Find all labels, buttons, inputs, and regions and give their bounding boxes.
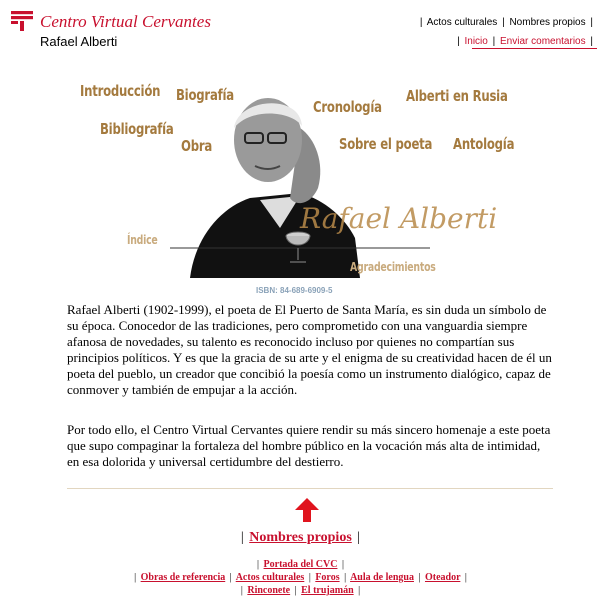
- collage-link-introduccion[interactable]: Introducción: [80, 82, 161, 100]
- nav-link-enviar-comentarios[interactable]: Enviar comentarios: [500, 36, 586, 47]
- header-divider: [472, 48, 597, 49]
- footer-separator: |: [358, 585, 361, 596]
- footer-link-portada-cvc[interactable]: Portada del CVC: [263, 559, 338, 570]
- footer-link-el-trujaman[interactable]: El trujamán: [301, 585, 354, 596]
- nav-separator: |: [590, 36, 593, 47]
- logo-text: Centro Virtual Cervantes: [40, 12, 211, 31]
- footer-separator: |: [341, 559, 344, 570]
- footer-link-actos-culturales[interactable]: Actos culturales: [235, 572, 305, 583]
- collage-link-indice[interactable]: Índice: [127, 233, 158, 247]
- footer-separator: |: [229, 572, 232, 583]
- nav-separator: |: [419, 17, 423, 28]
- footer-separator: |: [294, 585, 297, 596]
- footer-separator: |: [464, 572, 467, 583]
- footer-separator: |: [357, 530, 361, 545]
- collage-link-sobre-el-poeta[interactable]: Sobre el poeta: [339, 135, 433, 153]
- cvc-logo[interactable]: [8, 8, 248, 30]
- footer-link-rinconete[interactable]: Rinconete: [247, 585, 291, 596]
- top-nav-secondary: [455, 36, 595, 47]
- footer-link-obras-de-referencia[interactable]: Obras de referencia: [140, 572, 226, 583]
- page-subtitle: Rafael Alberti: [40, 34, 118, 49]
- intro-paragraph-1: Rafael Alberti (1902-1999), el poeta de El Puerto de Santa María, es sin duda un símbolo de su época. Conocedor de las tradiciones, pero comprometido con una vanguardia siempre afanosa de novedades, su talento es reconocido incluso por quienes no compartían sus principios políticos. Y es que la gracia de su arte y el enigma de su creatividad hacen de él un poeta del pueblo, un creador que concibió la poesía como un instrumento dialógico, capaz de conmover y también de empujar a la acción.: [67, 302, 552, 397]
- isbn-label: ISBN: 84-689-6909-5: [256, 286, 333, 295]
- nav-link-actos-culturales[interactable]: Actos culturales: [426, 17, 498, 28]
- footer-row-3: [0, 585, 601, 596]
- nav-separator: |: [502, 17, 505, 28]
- collage-link-biografia[interactable]: Biografía: [176, 86, 234, 104]
- footer-separator: |: [240, 530, 244, 545]
- footer-link-oteador[interactable]: Oteador: [424, 572, 461, 583]
- nav-separator: |: [590, 17, 593, 28]
- footer-row-2: [0, 572, 601, 583]
- footer-title: [0, 530, 601, 546]
- up-arrow-icon[interactable]: [293, 496, 321, 524]
- collage-link-alberti-en-rusia[interactable]: Alberti en Rusia: [406, 87, 508, 105]
- footer-separator: |: [308, 572, 311, 583]
- nav-separator: |: [492, 36, 496, 47]
- nav-separator: |: [457, 36, 460, 47]
- collage-link-antologia[interactable]: Antología: [453, 135, 515, 153]
- collage-link-agradecimientos[interactable]: Agradecimientos: [350, 260, 436, 274]
- content-divider: [67, 488, 553, 489]
- nav-link-nombres-propios[interactable]: Nombres propios: [509, 17, 586, 28]
- footer-separator: |: [257, 559, 260, 570]
- nav-link-inicio[interactable]: Inicio: [464, 36, 488, 47]
- footer-separator: |: [418, 572, 421, 583]
- cervantes-logo-icon: [8, 10, 38, 32]
- collage-link-obra[interactable]: Obra: [181, 137, 213, 155]
- footer-separator: |: [344, 572, 347, 583]
- collage-link-cronologia[interactable]: Cronología: [313, 98, 382, 116]
- intro-paragraph-2: Por todo ello, el Centro Virtual Cervantes quiere rendir su más sincero homenaje a este poeta que supo compaginar la fortaleza del hombre público en la vocación más alta de intimidad, en esa dolorida y universal certidumbre del destierro.: [67, 422, 551, 469]
- footer-link-nombres-propios[interactable]: Nombres propios: [249, 530, 352, 545]
- footer-link-foros[interactable]: Foros: [315, 572, 340, 583]
- collage-link-bibliografia[interactable]: Bibliografía: [100, 120, 174, 138]
- footer-link-aula-de-lengua[interactable]: Aula de lengua: [350, 572, 414, 583]
- top-nav-primary: [418, 17, 595, 28]
- footer-separator: |: [240, 585, 243, 596]
- signature-text: Rafael Alberti: [300, 202, 498, 235]
- footer-separator: |: [134, 572, 137, 583]
- footer-row-1: [0, 559, 601, 570]
